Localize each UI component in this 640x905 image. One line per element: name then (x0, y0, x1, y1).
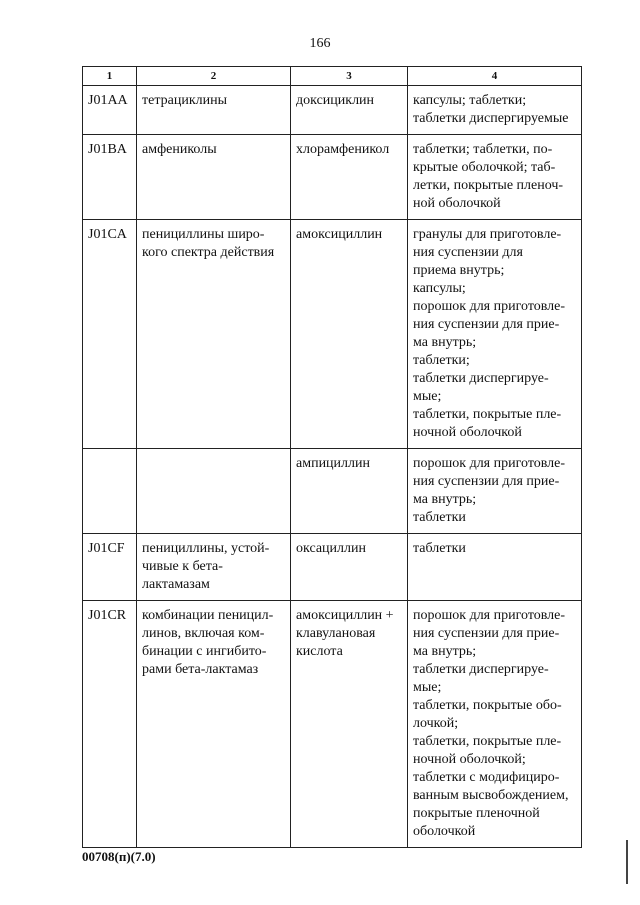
group-name-cell (137, 135, 291, 220)
cell-text-line: чивые к бета- (142, 559, 223, 574)
drug-name-cell (291, 86, 408, 135)
column-header-1: 1 (83, 67, 137, 86)
cell-text-line: ночной оболочкой; (413, 752, 526, 767)
column-header-2: 2 (137, 67, 291, 86)
dosage-form-cell (408, 534, 582, 601)
atc-code-cell: J01CA (83, 220, 137, 449)
cell-text-line: ма внутрь; (413, 492, 477, 507)
dosage-form-cell (408, 601, 582, 848)
table-row (83, 86, 582, 135)
cell-text-line: оксациллин (296, 541, 366, 556)
cell-text-line: бинации с ингибито- (142, 644, 267, 659)
cell-text-line: доксициклин (296, 93, 375, 108)
cell-text-line: капсулы; таблетки; (413, 93, 527, 108)
group-name-cell (137, 449, 291, 534)
cell-text-line: таблетки, покрытые пле- (413, 407, 562, 422)
cell-text-line: хлорамфеникол (296, 142, 390, 157)
cell-text-line: кого спектра действия (142, 245, 275, 260)
cell-text-line: комбинации пеницил- (142, 608, 274, 623)
cell-text-line: ния суспензии для (413, 245, 523, 260)
cell-text-line: таблетки (413, 541, 466, 556)
atc-code-cell: J01BA (83, 135, 137, 220)
cell-text-line: таблетки с модифициро- (413, 770, 560, 785)
cell-text-line: амоксициллин (296, 227, 383, 242)
cell-text-line: таблетки диспергируемые (413, 111, 569, 126)
atc-code-cell (83, 449, 137, 534)
cell-text-line: покрытые пленочной (413, 806, 540, 821)
column-header-3: 3 (291, 67, 408, 86)
cell-text-line: ампициллин (296, 456, 370, 471)
cell-text-line: ной оболочкой (413, 196, 501, 211)
table-row (83, 220, 582, 449)
cell-text-line: лочкой; (413, 716, 459, 731)
atc-code-cell: J01AA (83, 86, 137, 135)
cell-text-line: таблетки (413, 510, 466, 525)
cell-text-line: ма внутрь; (413, 644, 477, 659)
cell-text-line: таблетки; таблетки, по- (413, 142, 553, 157)
cell-text-line: капсулы; (413, 281, 466, 296)
cell-text-line: лактамазам (142, 577, 210, 592)
cell-text-line: ния суспензии для прие- (413, 474, 560, 489)
cell-text-line: клавулановая (296, 626, 376, 641)
table-body (83, 86, 582, 848)
cell-text-line: пенициллины, устой- (142, 541, 270, 556)
cell-text-line: кислота (296, 644, 343, 659)
group-name-cell (137, 601, 291, 848)
cell-text-line: таблетки диспергируе- (413, 371, 549, 386)
cell-text-line: порошок для приготовле- (413, 299, 566, 314)
cell-text-line: ния суспензии для прие- (413, 317, 560, 332)
dosage-form-cell (408, 449, 582, 534)
atc-code-cell: J01CF (83, 534, 137, 601)
cell-text-line: рами бета-лактамаз (142, 662, 259, 677)
cell-text-line: пенициллины широ- (142, 227, 265, 242)
table-row (83, 135, 582, 220)
dosage-form-cell (408, 135, 582, 220)
group-name-cell (137, 220, 291, 449)
cell-text-line: летки, покрытые пленоч- (413, 178, 564, 193)
drug-name-cell (291, 135, 408, 220)
cell-text-line: амоксициллин + (296, 608, 394, 623)
column-header-4: 4 (408, 67, 582, 86)
cell-text-line: таблетки, покрытые пле- (413, 734, 562, 749)
drug-name-cell (291, 449, 408, 534)
cell-text-line: гранулы для приготовле- (413, 227, 562, 242)
table-row (83, 601, 582, 848)
page-number: 166 (309, 36, 331, 51)
table-header-row (83, 67, 582, 86)
cell-text-line: таблетки, покрытые обо- (413, 698, 562, 713)
table-row (83, 449, 582, 534)
drug-name-cell (291, 601, 408, 848)
cell-text-line: оболочкой (413, 824, 476, 839)
document-code: 00708(п)(7.0) (82, 849, 156, 864)
cell-text-line: порошок для приготовле- (413, 608, 566, 623)
cell-text-line: таблетки; (413, 353, 470, 368)
dosage-form-cell (408, 86, 582, 135)
group-name-cell (137, 534, 291, 601)
cell-text-line: линов, включая ком- (142, 626, 265, 641)
table-row (83, 534, 582, 601)
cell-text-line: приема внутрь; (413, 263, 505, 278)
cell-text-line: тетрациклины (142, 93, 227, 108)
drug-name-cell (291, 534, 408, 601)
group-name-cell (137, 86, 291, 135)
cell-text-line: порошок для приготовле- (413, 456, 566, 471)
cell-text-line: мые; (413, 389, 442, 404)
cell-text-line: ма внутрь; (413, 335, 477, 350)
cell-text-line: мые; (413, 680, 442, 695)
cell-text-line: таблетки диспергируе- (413, 662, 549, 677)
drug-name-cell (291, 220, 408, 449)
atc-code-cell: J01CR (83, 601, 137, 848)
cell-text-line: амфениколы (142, 142, 217, 157)
cell-text-line: ния суспензии для прие- (413, 626, 560, 641)
cell-text-line: ночной оболочкой (413, 425, 522, 440)
drug-table (82, 66, 582, 848)
cell-text-line: ванным высвобождением, (413, 788, 569, 803)
cell-text-line: крытые оболочкой; таб- (413, 160, 556, 175)
scan-edge-mark (626, 840, 628, 884)
dosage-form-cell (408, 220, 582, 449)
